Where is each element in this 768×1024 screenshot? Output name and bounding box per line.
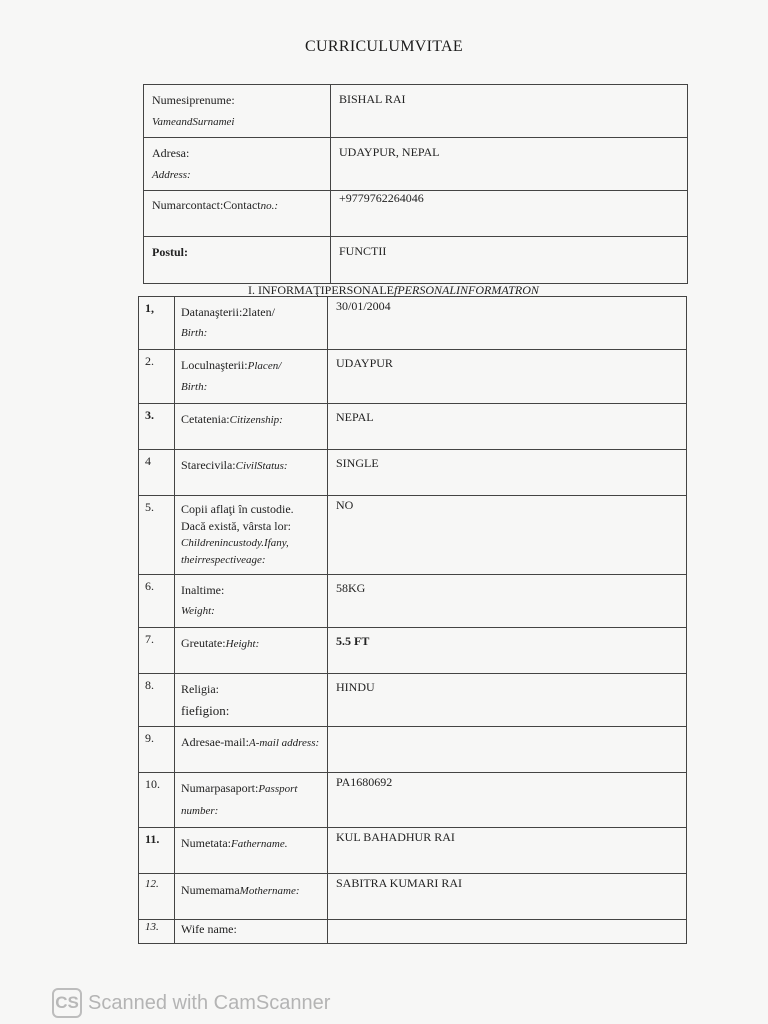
- wife-label: Wife name:: [181, 922, 237, 936]
- name-label-cell: [144, 85, 331, 138]
- row-number: 6.: [145, 579, 154, 593]
- birthplace-label-en-2: Birth:: [181, 381, 208, 393]
- father-label-en: Fathername.: [230, 838, 288, 850]
- mother-label: Numemama: [181, 883, 240, 897]
- contact-label-cell: [144, 191, 331, 237]
- post-label: Postul:: [152, 245, 188, 259]
- table-row: [139, 828, 687, 874]
- name-label-en: VameandSurnamei: [152, 116, 235, 128]
- contact-label-en: no.:: [260, 200, 279, 212]
- row-number: 8.: [145, 678, 154, 692]
- children-label: Copii aflaţi în custodie. Dacă există, vârsta lor:: [181, 502, 294, 533]
- row-number: 13.: [145, 921, 159, 933]
- birthdate-value: 30/01/2004: [336, 299, 391, 313]
- row-label: [175, 575, 327, 627]
- mother-label-en: Mothername:: [239, 885, 300, 897]
- weight-ro-label: Greutate:: [181, 636, 226, 650]
- personal-info-table: [138, 296, 687, 944]
- row-label: [175, 404, 327, 436]
- father-label: Numetata:: [181, 836, 231, 850]
- address-value: UDAYPUR, NEPAL: [339, 145, 440, 159]
- email-label: Adresae-mail:: [181, 735, 249, 749]
- table-row: [139, 496, 687, 575]
- address-value-cell: [331, 138, 688, 191]
- civil-status-label: Starecivila:: [181, 458, 236, 472]
- citizenship-label: Cetatenia:: [181, 412, 230, 426]
- row-number: 10.: [145, 777, 160, 791]
- table-row: [144, 237, 688, 284]
- contact-label: Numarcontact:Contact: [152, 198, 261, 212]
- civil-status-value: SINGLE: [336, 456, 379, 470]
- header-table: [143, 84, 688, 284]
- address-label: Adresa:: [152, 146, 190, 160]
- row-label: [175, 727, 327, 759]
- weight-value: 58KG: [336, 581, 366, 595]
- table-row: [144, 138, 688, 191]
- document-title: CURRICULUMVITAE: [305, 38, 463, 55]
- row-number: 7.: [145, 632, 154, 646]
- contact-value: +9779762264046: [339, 191, 424, 205]
- birthplace-label: Loculnaşterii:: [181, 358, 248, 372]
- father-value: KUL BAHADHUR RAI: [336, 830, 455, 844]
- table-row: [139, 450, 687, 496]
- table-row: [139, 674, 687, 727]
- table-row: [139, 575, 687, 628]
- mother-value: SABITRA KUMARI RAI: [336, 876, 463, 890]
- birthdate-label: Datanaşterii:2laten/: [181, 305, 275, 319]
- religion-label-en: fiefigion:: [181, 703, 230, 718]
- row-label: [175, 496, 327, 574]
- row-label: [175, 450, 327, 482]
- name-value: BISHAL RAI: [339, 92, 406, 106]
- row-label: [175, 674, 327, 726]
- row-number: 5.: [145, 500, 154, 514]
- row-label: [175, 297, 327, 349]
- wife-value: [328, 920, 686, 932]
- camscanner-watermark: [52, 986, 330, 1020]
- row-label: [175, 350, 327, 403]
- row-number: 11.: [145, 832, 160, 846]
- table-row: [139, 773, 687, 828]
- table-row: [139, 297, 687, 350]
- row-label: [175, 628, 327, 660]
- table-row: [139, 350, 687, 404]
- watermark-text: Scanned with CamScanner: [88, 991, 331, 1014]
- address-label-en: Address:: [152, 169, 191, 181]
- children-label-en: Childrenincustody.Ifany, theirrespectiveage:: [181, 537, 289, 566]
- row-number: 3.: [145, 408, 154, 422]
- email-value: [328, 727, 686, 739]
- camscanner-logo-icon: CS: [52, 988, 82, 1018]
- citizenship-label-en: Citizenship:: [229, 414, 283, 426]
- table-row: [144, 85, 688, 138]
- children-value: NO: [336, 498, 354, 512]
- name-value-cell: [331, 85, 688, 138]
- religion-value: HINDU: [336, 680, 375, 694]
- table-row: [139, 404, 687, 450]
- passport-label-en: Passport number:: [181, 783, 298, 817]
- section-title-en: fPERSONALINFORMATRON: [394, 283, 539, 297]
- row-label: [175, 874, 327, 907]
- passport-value: PA1680692: [336, 775, 393, 789]
- post-label-cell: [144, 237, 331, 284]
- passport-label: Numarpasaport:: [181, 781, 259, 795]
- row-number: 4: [145, 454, 151, 468]
- birthdate-label-en: Birth:: [181, 327, 208, 339]
- post-value-cell: [331, 237, 688, 284]
- table-row: [139, 727, 687, 773]
- birthplace-label-en: Placen/: [247, 360, 282, 372]
- row-number: 12.: [145, 878, 159, 890]
- post-value: FUNCTII: [339, 244, 387, 258]
- birthplace-value: UDAYPUR: [336, 356, 393, 370]
- row-number: 1,: [145, 301, 154, 315]
- height-label-en: Height:: [225, 638, 260, 650]
- citizenship-value: NEPAL: [336, 410, 374, 424]
- table-row: [139, 874, 687, 920]
- row-number: 9.: [145, 731, 154, 745]
- table-row: [144, 191, 688, 237]
- name-label: Numesiprenume:: [152, 93, 235, 107]
- row-number: 2.: [145, 354, 154, 368]
- email-label-en: A-mail address:: [248, 737, 320, 749]
- table-row: [139, 628, 687, 674]
- row-label: [175, 773, 327, 827]
- section-title-ro: I. INFORMAŢIPERSONALE: [248, 283, 395, 297]
- row-label: [175, 828, 327, 860]
- contact-value-cell: [331, 191, 688, 237]
- civil-status-label-en: CivilStatus:: [235, 460, 288, 472]
- religion-label: Religia:: [181, 682, 219, 696]
- height-ro-label: Inaltime:: [181, 583, 225, 597]
- table-row: [139, 920, 687, 944]
- weight-label-en: Weight:: [181, 605, 215, 617]
- address-label-cell: [144, 138, 331, 191]
- height-value: 5.5 FT: [336, 634, 370, 648]
